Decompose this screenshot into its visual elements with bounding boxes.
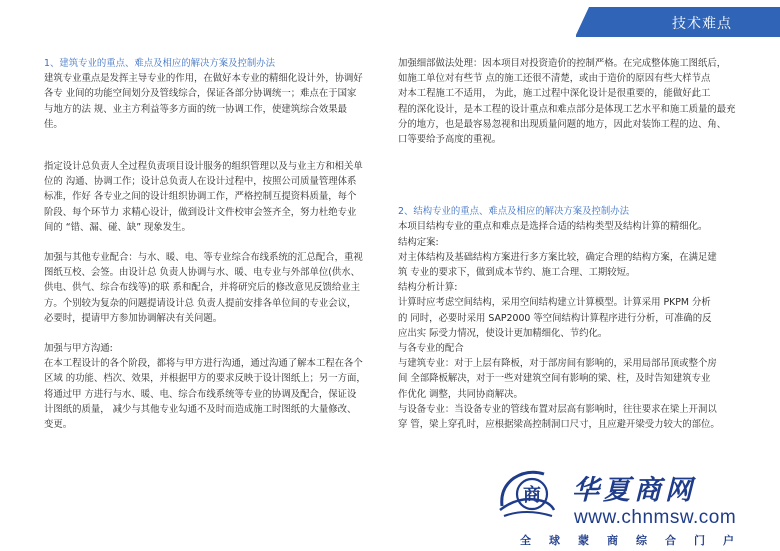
structure-summary: 本项目结构专业的重点和难点是选择合适的结构类型及结构计算的精细化。 (398, 221, 708, 233)
section-heading-structure: 2、结构专业的重点、难点及相应的解决方案及控制办法 (398, 206, 629, 218)
text-line: 对本工程施工不适用， 为此，施工过程中深化设计是很重要的，能做好此工 (398, 88, 711, 100)
text-line: 位的 沟通、协调工作；设计总负责人在设计过程中，按照公司质量管理体系 (44, 176, 357, 188)
text-line: 计算时应考虑空间结构，采用空间结构建立计算模型。计算采用 PKPM 分析 (398, 297, 711, 309)
text-line: 标准，作好 各专业之间的设计组织协调工作，严格控制互提资料质量，每个 (44, 191, 357, 203)
paragraph-structure-scheme (398, 235, 740, 281)
paragraph-cross-discipline (44, 250, 384, 326)
text-line: 穿 管，梁上穿孔时，应根据梁高控制洞口尺寸，且应避开梁受力较大的部位。 (398, 419, 720, 431)
text-line: 与设备专业：当设备专业的管线布置对层高有影响时，往往要求在梁上开洞以 (398, 403, 717, 415)
text-line: 与地方的法 规、业主方利益等多方面的统一协调工作，使建筑综合效果最 (44, 103, 347, 115)
logo-tagline: 全球蒙商综合门户 (520, 534, 752, 547)
text-line: 方。个别较为复杂的问题提请设计总 负责人提前安排各单位间的专业会议， (44, 297, 357, 309)
text-line: 间 全部降板解决，对于一些对建筑空间有影响的梁、柱，及时告知建筑专业 (398, 373, 711, 385)
text-line: 建筑专业重点是发挥主导专业的作用，在做好本专业的精细化设计外，协调好 (44, 73, 363, 85)
logo-emblem-char: 商 (523, 485, 541, 506)
section-heading-architecture: 1、建筑专业的重点、难点及相应的解决方案及控制办法 (44, 58, 275, 69)
header-band-cutout (0, 7, 576, 37)
text-line: 应出实 际受力情况，使设计更加精细化、节约化。 (398, 327, 608, 339)
left-column (44, 56, 384, 432)
text-line: 如施工单位对有些节 点的施工还很不清楚，或由于造价的原因有些大样节点 (398, 73, 711, 85)
text-line: 图纸互校、会签。由设计总 负责人协调与水、暖、电专业与外部单位(供水、 (44, 267, 361, 279)
paragraph-design-lead (44, 159, 384, 235)
paragraph-structure-analysis (398, 280, 740, 341)
text-line: 必要时，提请甲方参加协调解决有关问题。 (44, 312, 223, 324)
right-column (398, 56, 740, 432)
text-line: 加强细部做法处理：因本项目对投资造价的控制严格。在完成整体施工图纸后， (398, 58, 727, 69)
text-line: 口等要给予高度的重视。 (398, 134, 502, 146)
text-line: 计图纸的质量， 减少与其他专业勾通不及时而造成施工时图纸的大量修改、 (44, 403, 357, 415)
text-line: 对主体结构及基础结构方案进行多方案比较，确定合理的结构方案，在满足建 (398, 251, 717, 263)
text-line: 指定设计总负责人全过程负责项目设计服务的组织管理以及与业主方和相关单 (44, 161, 363, 173)
text-line: 分的地方，也是最容易忽视和出现质量问题的地方，因此对装饰工程的边、角、 (398, 118, 727, 130)
page-title: 技术难点 (672, 16, 732, 32)
paragraph-architecture-focus (44, 71, 384, 132)
text-line: 程的深化设计，是本工程的设计重点和难点部分是体现工艺水平和施工质量的最充 (398, 103, 736, 115)
text-line: 变更。 (44, 419, 73, 431)
text-line: 筑 专业的要求下，做到成本节约、施工合理、工期较短。 (398, 267, 636, 279)
paragraph-title: 结构定案: (398, 236, 439, 248)
paragraph-detail-handling (398, 56, 740, 147)
header-band (0, 7, 780, 37)
paragraph-discipline-coordination (398, 341, 740, 432)
text-line: 与建筑专业：对于上层有降板，对于部房间有影响的，采用局部吊顶或整个房 (398, 358, 717, 370)
paragraph-title: 结构分析计算: (398, 282, 458, 294)
text-line: 将通过甲 方进行与水、暖、电、综合布线系统等专业的协调及配合，保证设 (44, 388, 357, 400)
logo-url: www.chnmsw.com (574, 507, 737, 528)
text-line: 加强与其他专业配合：与水、暖、电、等专业综合布线系统的汇总配合，重视 (44, 252, 363, 264)
text-line: 间的 “错、漏、碰、缺” 现象发生。 (44, 221, 191, 233)
logo-brand-name: 华夏商网 (572, 475, 696, 506)
logo-emblem-icon (498, 466, 556, 520)
paragraph-title: 与各专业的配合 (398, 343, 464, 355)
text-line: 区域 的功能、档次、效果，并根据甲方的要求反映于设计图纸上；另一方面， (44, 373, 366, 385)
text-line: 供电、供气、综合布线等)的联 系和配合，并将研究后的修改意见反馈给业主 (44, 282, 361, 294)
text-line: 各专 业间的功能空间划分及管线综合，保证各部分协调统一；难点在于国家 (44, 88, 357, 100)
paragraph-client-communication (44, 341, 384, 432)
text-line: 的 同时，必要时采用 SAP2000 等空间结构计算程序进行分析，可准确的反 (398, 312, 712, 324)
text-line: 作优化 调整，共同协商解决。 (398, 388, 523, 400)
paragraph-title: 加强与甲方沟通: (44, 343, 113, 355)
text-line: 佳。 (44, 118, 63, 130)
header-band-slant (575, 7, 589, 37)
text-line: 在本工程设计的各个阶段，都将与甲方进行沟通，通过沟通了解本工程在各个 (44, 358, 363, 370)
text-line: 阶段、每个环节力 求精心设计，做到设计文件校审会签齐全，努力杜绝专业 (44, 206, 357, 218)
watermark-logo (492, 466, 762, 548)
